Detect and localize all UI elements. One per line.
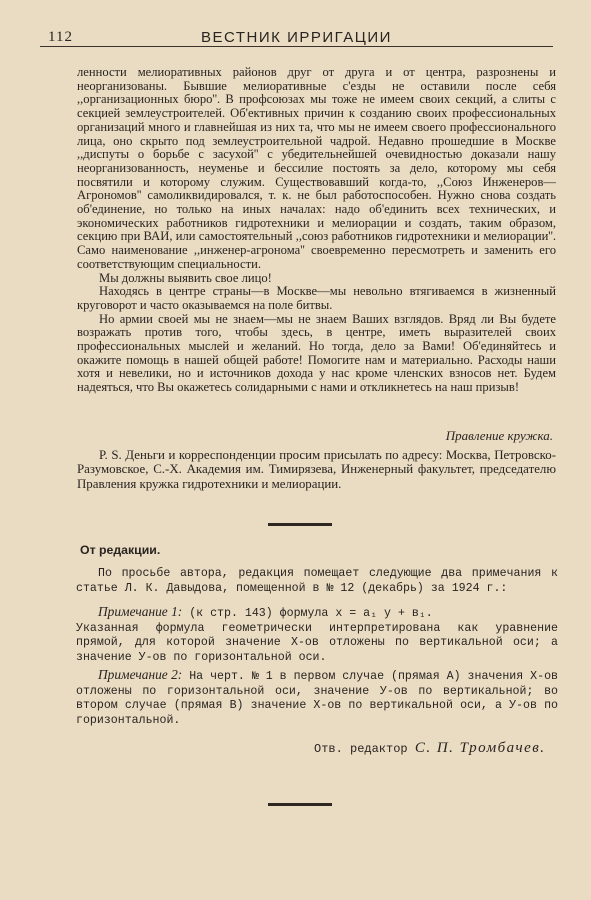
article-paragraph: Мы должны выявить свое лицо! [99,270,272,285]
editor-label: Отв. редактор [314,742,408,756]
postscript [77,448,556,491]
note-1-label: Примечание 1: [98,604,183,619]
editor-name: С. П. Тромбачев. [414,740,546,756]
note-1-formula: (к стр. 143) формула x = a₁ y + в₁. [189,607,433,620]
article-body [77,66,556,395]
note-2-line [76,668,558,728]
article-paragraph: ленности мелиоративных районов друг от друга и от центра, разрознены и неорганизованы. Бывшие мелиоративные с'езды не оставили после себя ,,организационных бюро''. В профсоюзах мы тоже не имеем своих секций, а слиты с секцией землеустроителей. Об'ективных причин к созданию своих профессиональных организаций много и главнейшая из них та, что мы не имеем своего профессионального лица, оно скрыто под землеустроительной чадрой. Недавно прошедшие в Москве ,,диспуты о борьбе с засухой'' с убедительнейшей очевидностью доказали нашу неорганизованность, неуменье и бессилие постоять за дело, которому мы себя посвятили и которому служим. Существовавший когда-то, ,,Союз Инженеров—Агрономов'' самоликвидировался, т. к. не был работоспособен. Нужно снова создать об'единение, но только на иных началах: надо об'единить всех технических, и экономических работников гидротехники и мелиорации и создать, таким образом, секцию при ВАИ, или самостоятельный ,,союз работников гидротехники и мелиорации''. Само наименование ,,инженер-агронома'' своевременно пересмотреть и заменить его соответствующим специальности. [77,65,556,271]
editorial-intro [76,567,558,596]
postscript-text: Р. S. Деньги и корреспонденции просим присылать по адресу: Москва, Петровско-Разумовское, С.-Х. Академия им. Тимирязева, Инженерный факультет, председателю Правления кружка гидротехники и мелиорации. [77,448,556,491]
journal-title: ВЕСТНИК ИРРИГАЦИИ [201,29,392,46]
article-signature: Правление кружка. [445,428,553,443]
note-1-text: Указанная формула геометрически интерпретирована как уравнение прямой, для которой значение Х-ов отложены по вертикальной оси; а значение У-ов по горизонтальной оси. [76,621,558,664]
editor-signature [314,740,546,757]
note-2-label: Примечание 2: [98,667,183,682]
editorial-heading: От редакции. [80,543,161,557]
page-header [40,24,553,47]
note-1-line [76,605,558,622]
editorial-note-2 [76,668,558,728]
section-divider [268,523,332,526]
editorial-note-1 [76,605,558,665]
article-paragraph: Находясь в центре страны—в Москве—мы невольно втягиваемся в жизненный круговорот и часто оказываемся на поле битвы. [77,284,556,312]
note-2-text: На черт. № 1 в первом случае (прямая А) значения Х-ов отложены по горизонтальной оси, значение У-ов по вертикальной; во втором случае (прямая В) значение Х-ов по вертикальной оси, а У-ов по горизонтальной. [76,670,558,727]
article-paragraph: Но армии своей мы не знаем—мы не знаем Ваших взглядов. Вряд ли Вы будете возражать против того, чтобы здесь, в центре, иметь выразителей своих профессиональных мыслей и желаний. Но тогда, дело за Вами! Об'единяйтесь и окажите помощь в нашей общей работе! Помогите нам и материально. Расходы наши хотя и невелики, но и источников дохода у нас кроме членских взносов нет. Будем надеяться, что Вы окажетесь солидарными с нами и откликнетесь на наш призыв! [77,311,556,395]
page-number: 112 [48,29,73,45]
editorial-intro-text: По просьбе автора, редакция помещает следующие два примечания к статье Л. К. Давыдова, помещенной в № 12 (декабрь) за 1924 г.: [76,567,558,595]
end-divider [268,803,332,806]
